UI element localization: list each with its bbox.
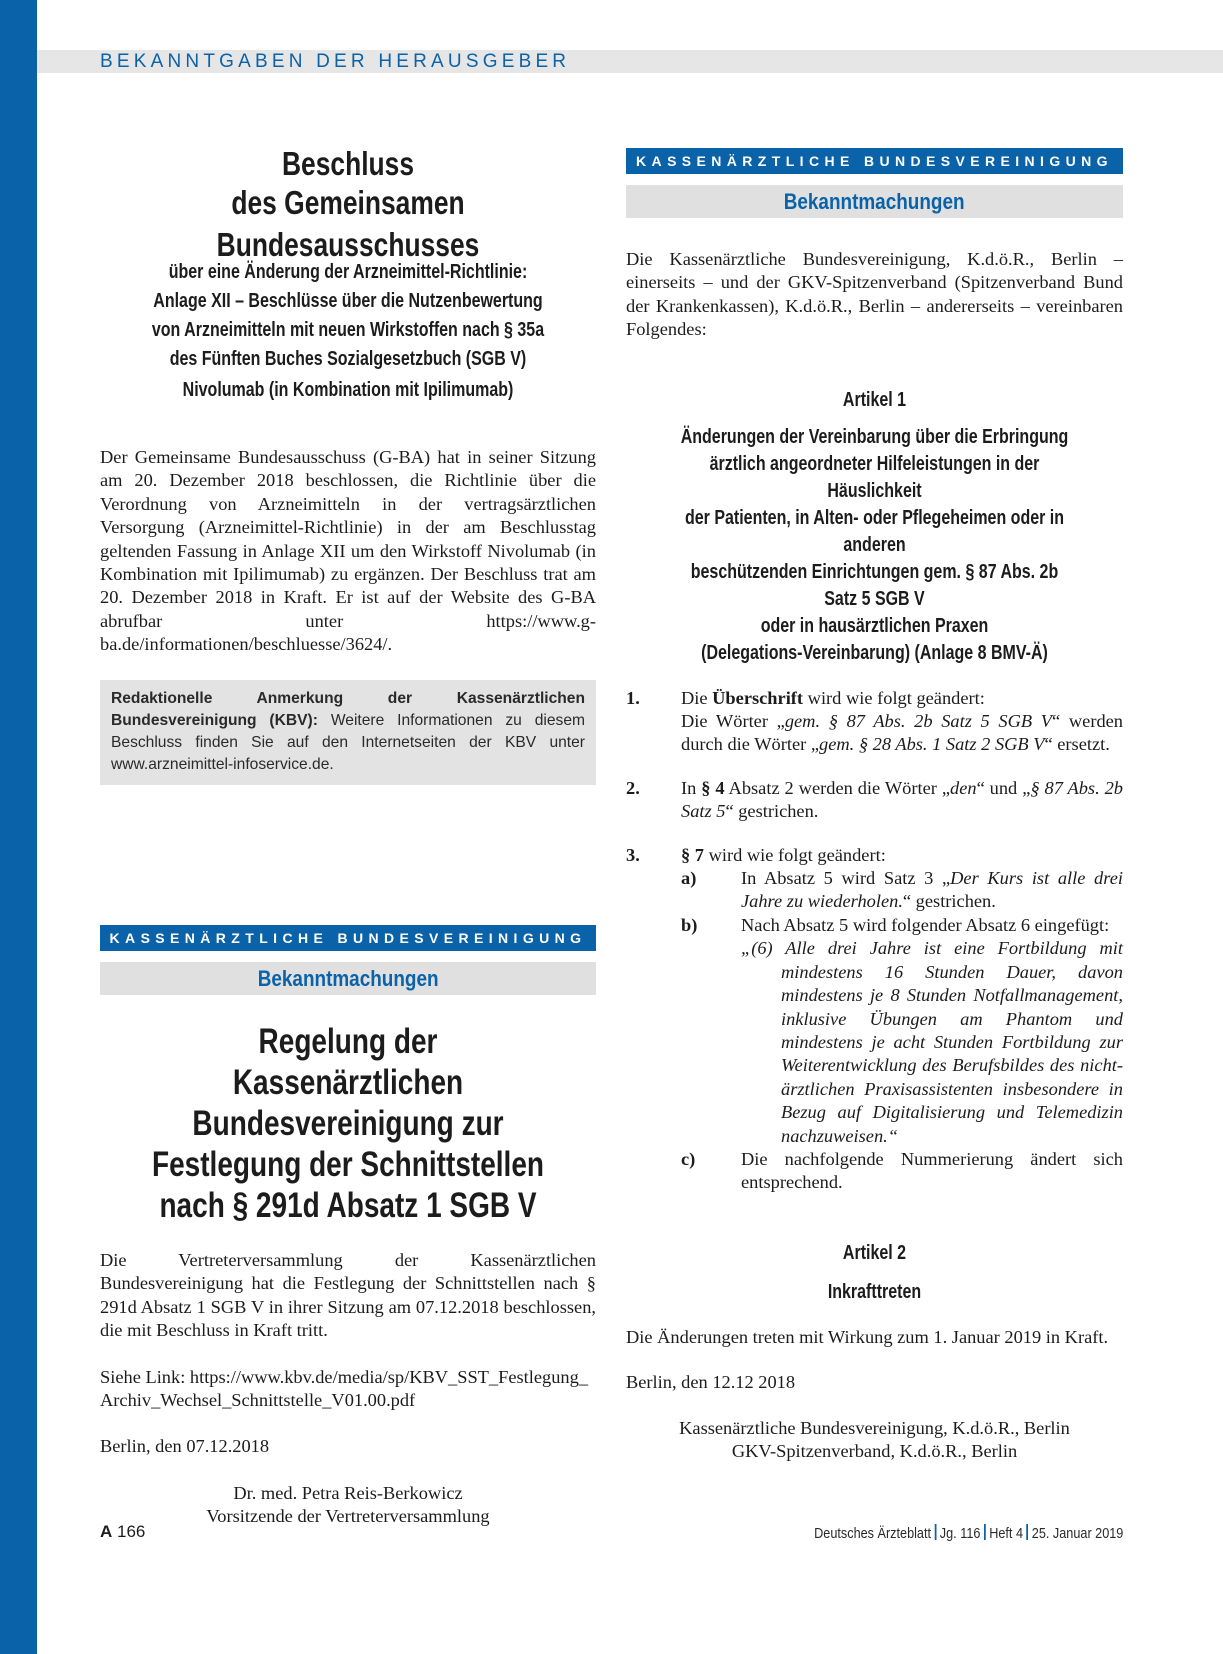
regelung-date: Berlin, den 07.12.2018 [100,1436,270,1457]
item-2-text [681,777,1123,824]
sub-c-text: Die nachfolgende Nummerierung ändert sich entsprechend. [741,1148,1123,1193]
item-3 [626,844,1123,1195]
sub-c-label: c) [681,1148,696,1169]
regelung-title-line: Regelung der Kassenärztlichen [232,1022,464,1102]
regelung-title-line: nach § 291d Absatz 1 SGB V [159,1186,537,1225]
sub-a-text-2: Der Kurs ist alle drei Jahre zu wiederholen. [741,868,1123,912]
right-column [626,148,1123,1463]
item-2-text-c: Absatz 2 werden die Wörter „ [724,777,950,798]
artikel-1-title-line: der Patienten, in Alten- oder Pflegeheimen oder in anderen [684,506,1065,556]
page-number-value: 166 [117,1522,146,1541]
footer-separator [934,1524,936,1540]
artikel-1-title-line: ärztlich angeordneter Hilfeleistungen in der Häuslichkeit [709,452,1040,502]
regelung-title-line: Festlegung der Schnittstellen [151,1145,545,1184]
regelung-link [100,1366,596,1413]
agreement-date: Berlin, den 12.12 2018 [626,1372,796,1393]
item-3-sub-a [681,867,1123,914]
signature-role: Vorsitzende der Vertreterversammlung [206,1506,490,1527]
page-prefix: A [100,1522,113,1541]
journal-date: 25. Januar 2019 [1031,1526,1123,1542]
item-1-text [681,687,1123,757]
signature-name: Dr. med. Petra Reis-Berkowicz [233,1482,463,1503]
signature-gkv: GKV-Spitzenverband, K.d.ö.R., Berlin [731,1440,1018,1461]
beschluss-drug: Nivolumab (in Kombination mit Ipilimumab) [182,379,514,401]
item-3-sub-c [681,1148,1123,1195]
left-margin-bar [0,0,37,1654]
editorial-note-text: Weitere Informationen zu diesem Beschluss finden Sie auf den Internetseiten der KBV unter www.arzneimittel-infoservice.de. [111,711,585,773]
bekanntmachungen-label-right: Bekanntmachungen [784,189,965,214]
footer-separator [984,1524,986,1540]
beschluss-body: Der Gemeinsame Bundesausschuss (G-BA) hat in seiner Sitzung am 20. Dezember 2018 beschlossen, die Richtlinie über die Verordnung von Arzneimitteln in der vertragsärztlichen Versorgung (Arzneimittel-Richtlinie) in der am Beschlusstag geltenden Fassung in Anlage XII um den Wirkstoff Nivolumab (in Kombination mit Ipilimumab) zu ergänzen. Der Beschluss trat am 20. Dezember 2018 in Kraft. Er ist auf der Website des G-BA abrufbar unter https://www.g-ba.de/informationen/beschluesse/3624/. [100,447,596,655]
item-1-text-a: Die [681,687,713,708]
regelung-title [150,1021,547,1226]
item-3-sub-b [681,914,1123,937]
item-2-text-e: “ und „ [976,777,1031,798]
item-3-number: 3. [626,844,640,865]
left-column [100,143,596,785]
item-2-text-f: § 87 Abs. 2b Satz 5 [681,777,1124,822]
journal-footer [814,1524,1123,1542]
section-header-title: BEKANNTGABEN DER HERAUSGEBER [100,51,571,72]
journal-issue: Heft 4 [988,1526,1023,1542]
item-1-text-e: gem. § 87 Abs. 2b Satz 5 SGB V [784,711,1053,732]
item-1-text-d: Die Wörter „ [681,711,785,732]
new-paragraph-6-quote: „(6) Alle drei Jahre ist eine Fortbildung mit mindestens 16 Stunden Dauer, davon mindestens je 8 Stunden Notfallmanagement, inklusive Übungen am Phantom und mindestens je acht Stunden Fortbildung zur Weiterentwicklung des Berufsbildes des nicht-ärztlichen Praxisassistenten insbesondere in Bezug auf Digitalisierung und Telemedizin nachzuweisen.“ [741,938,1123,1146]
item-2-text-g: “ gestrichen. [725,801,819,822]
artikel-2-text: Die Änderungen treten mit Wirkung zum 1. Januar 2019 in Kraft. [626,1326,1109,1347]
footer-separator [1026,1524,1028,1540]
kbv-bar-left: KASSENÄRZTLICHE BUNDESVEREINIGUNG [100,925,596,951]
item-2 [626,777,1123,824]
sub-a-label: a) [681,868,697,889]
kbv-bar-right: KASSENÄRZTLICHE BUNDESVEREINIGUNG [626,148,1123,174]
journal-volume: Jg. 116 [939,1526,981,1542]
artikel-1-title-line: Änderungen der Vereinbarung über die Erbringung [680,425,1069,448]
sub-a-text-1: In Absatz 5 wird Satz 3 „ [741,868,951,889]
regelung-link-line: Siehe Link: https://www.kbv.de/media/sp/KBV_SST_Festlegung_ [100,1366,589,1387]
beschluss-subtitle-line: von Arzneimitteln mit neuen Wirkstoffen nach § 35a [151,319,545,341]
item-1-text-h: “ ersetzt. [1044,734,1110,755]
item-3-text-b: wird wie folgt geändert: [704,844,886,865]
item-1-text-c: wird wie folgt geändert: [803,687,985,708]
sub-b-text: Nach Absatz 5 wird folgender Absatz 6 eingefügt: [741,914,1110,935]
item-1-text-f: “ werden durch die Wörter „ [681,711,1124,755]
item-3-text [681,844,1123,1195]
item-2-text-b: § 4 [701,777,725,798]
item-2-text-d: den [950,777,977,798]
sub-b-label: b) [681,914,698,935]
artikel-1-title [676,424,1074,667]
agreement-signatures [626,1417,1123,1464]
item-2-text-a: In [681,777,702,798]
artikel-2-label: Artikel 2 [842,1241,907,1264]
regelung-body: Die Vertreterversammlung der Kassenärztlichen Bundesvereinigung hat die Festlegung der Schnittstellen nach § 291d Absatz 1 SGB V in ihrer Sitzung am 07.12.2018 beschlossen, die mit Beschluss in Kraft tritt. [100,1250,596,1341]
artikel-1-title-line: oder in hausärztlichen Praxen [760,614,989,637]
bekanntmachungen-label-left: Bekanntmachungen [257,966,439,991]
regelung-link-line: Archiv_Wechsel_Schnittstelle_V01.00.pdf [100,1390,416,1411]
journal-name: Deutsches Ärzteblatt [813,1526,931,1542]
item-2-number: 2. [626,777,640,798]
sub-a-text-3: “ gestrichen. [902,891,996,912]
beschluss-subtitle-line: Anlage XII – Beschlüsse über die Nutzenbewertung [153,290,543,312]
signature-kbv: Kassenärztliche Bundesvereinigung, K.d.ö.R., Berlin [679,1417,1070,1438]
beschluss-subtitle-line: des Fünften Buches Sozialgesetzbuch (SGB V) [169,348,527,370]
agreement-intro: Die Kassenärztliche Bundesvereinigung, K.d.ö.R., Berlin – einerseits – und der GKV-Spitzenverband (Spitzenverband Bund der Krankenkassen), K.d.ö.R., Berlin – andererseits – vereinbaren Folgendes: [626,249,1123,340]
editorial-note-box [100,680,596,785]
beschluss-subtitle-line: über eine Änderung der Arzneimittel-Richtlinie: [168,261,528,283]
beschluss-title-line-2: des Gemeinsamen Bundesausschusses [216,184,480,263]
beschluss-title-line-1: Beschluss [281,145,415,182]
beschluss-title [150,143,547,266]
item-1-text-g: gem. § 28 Abs. 1 Satz 2 SGB V [819,734,1045,755]
regelung-title-line: Bundesvereinigung zur [192,1104,504,1143]
artikel-1-title-line: (Delegations-Vereinbarung) (Anlage 8 BMV-Ä) [701,641,1048,664]
item-1 [626,687,1123,757]
section-header-band [37,50,1223,73]
item-1-text-b: Überschrift [712,687,804,708]
bekanntmachungen-bar-right [626,185,1123,218]
beschluss-subtitle [150,258,547,374]
regelung-signature [100,1482,596,1529]
item-3-text-a: § 7 [681,844,704,865]
page-number [100,1522,145,1542]
left-kbv-section [100,925,596,1529]
bekanntmachungen-bar-left [100,962,596,995]
artikel-2-title: Inkrafttreten [827,1280,922,1303]
artikel-1-label: Artikel 1 [842,388,907,411]
artikel-1-title-line: beschützenden Einrichtungen gem. § 87 Abs. 2b Satz 5 SGB V [690,560,1059,610]
item-1-number: 1. [626,687,640,708]
editorial-note-label: Redaktionelle Anmerkung der Kassenärztlichen Bundesvereinigung (KBV): [111,689,585,729]
